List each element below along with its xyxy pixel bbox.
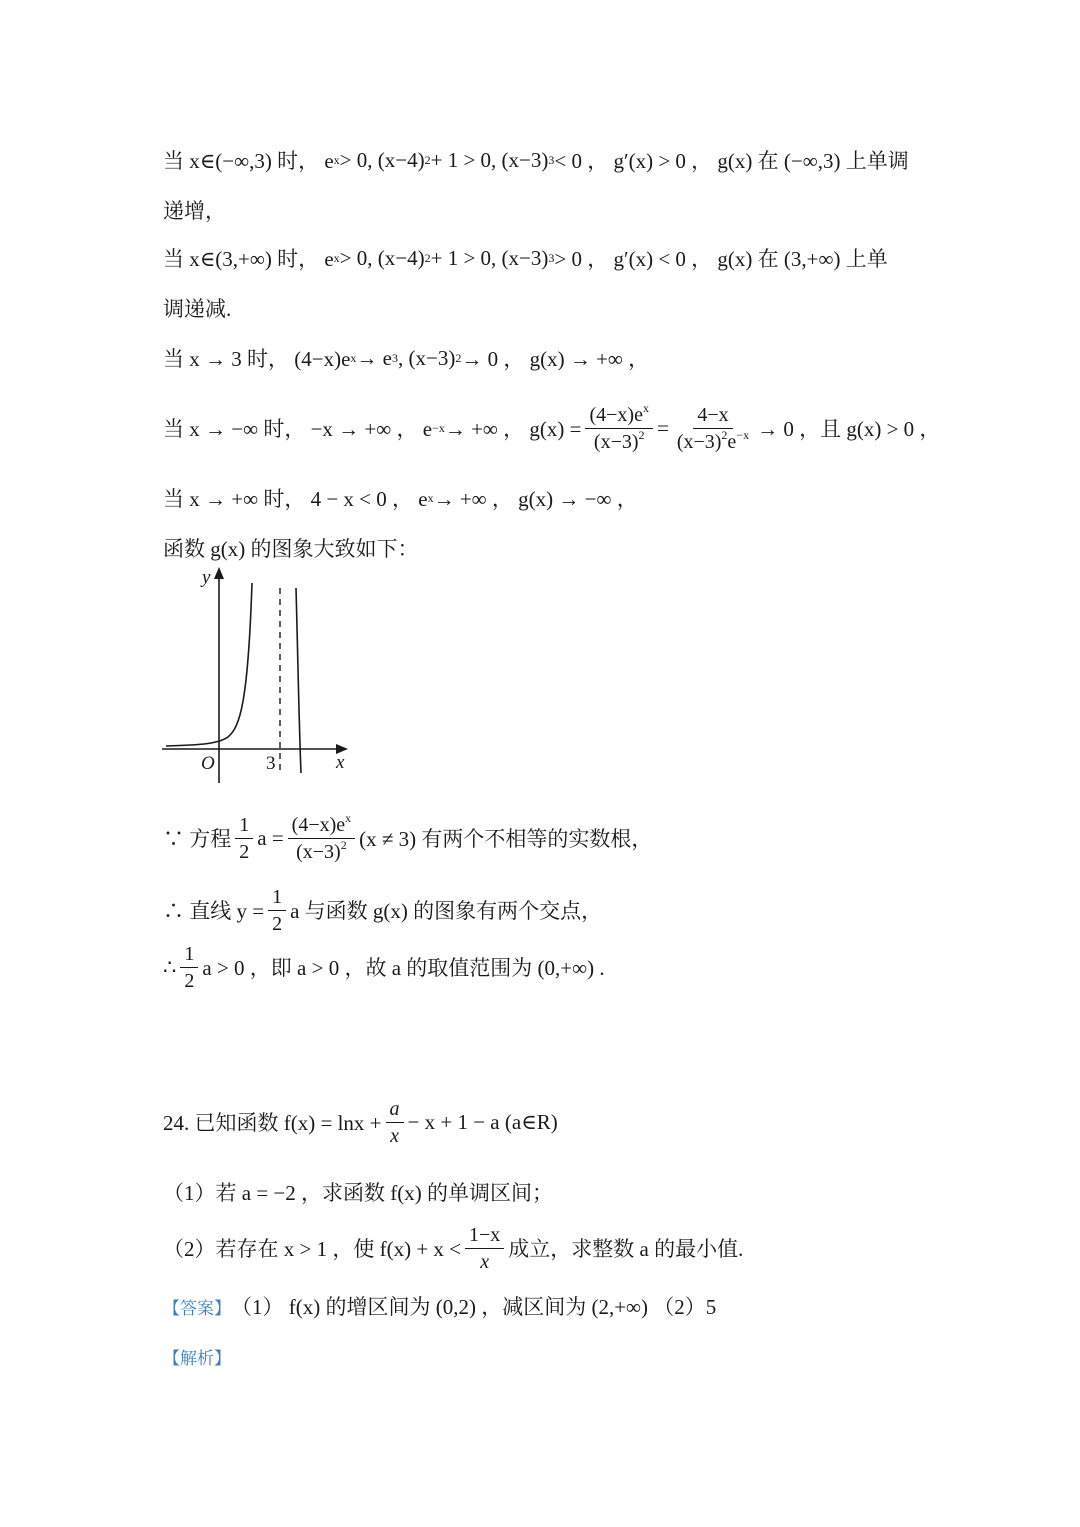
line-2: 递增，	[163, 199, 226, 223]
y-axis-label: y	[202, 567, 211, 588]
line-5: 当 x → 3 时， (4−x)e x → e 3 , (x−3) 2 → 0 ， g(x) → +∞ ，	[163, 345, 650, 371]
fraction-q2: $\frac{1-x}{x}$	[465, 1223, 504, 1274]
line-1: 当 x∈(−∞,3) 时， e x > 0, (x−4) 2 + 1 > 0, (x−3) 3 < 0 ， g′(x) > 0 ， g(x) 在 (−∞,3) 上单调	[163, 147, 909, 173]
curve-right-branch	[296, 588, 301, 773]
y-axis-arrow	[214, 567, 224, 579]
x-axis-label: x	[336, 752, 345, 773]
fraction-g1-repeat: $\frac{(4-x)e^x}{(x-3)^2}$	[288, 813, 355, 864]
fraction-g1: $\frac{(4-x)e^x}{(x-3)^2}$	[585, 403, 652, 454]
answer-tag: 【答案】	[163, 1298, 231, 1319]
origin-label: O	[201, 753, 215, 774]
line-4: 调递减.	[163, 297, 232, 321]
fraction-half: $\frac{1}{2}$	[180, 942, 198, 993]
line-8: 函数 g(x) 的图象大致如下：	[163, 537, 419, 561]
line-7: 当 x → +∞ 时， 4 − x < 0 ， e x → +∞ ， g(x) → −∞ ，	[163, 487, 638, 511]
question-24: 24. 已知函数 f(x) = lnx + $\frac{a}{x}$ − x + 1 − a (a∈R)	[163, 1097, 558, 1147]
line-11: ∴ $\frac{1}{2}$ a > 0 ，即 a > 0 ，故 a 的取值范围为 (0,+∞) .	[163, 942, 605, 992]
analysis-line	[163, 1326, 231, 1386]
curve-left-branch	[166, 583, 252, 746]
answer-line: 【答案】 （1） f(x) 的增区间为 (0,2) ，减区间为 (2,+∞) （2）5	[163, 1295, 717, 1319]
fraction-a-over-x: $\frac{a}{x}$	[386, 1097, 404, 1148]
fraction-g2: $\frac{4-x}{(x-3)^2e^{-x}}$	[676, 403, 750, 453]
fraction-half: $\frac{1}{2}$	[268, 885, 286, 936]
line-6: 当 x → −∞ 时， −x → +∞ ， e −x → +∞ ， g(x) = $\frac{(4-x)e^x}{(x-3)^2}$ = $\frac{4-x}{(x-3)^2e^{-x}}$ → 0 ，且 g(x) > 0 ，	[163, 400, 941, 453]
analysis-tag: 【解析】	[163, 1348, 231, 1369]
function-graph	[160, 563, 360, 793]
sub-question-1: （1）若 a = −2 ，求函数 f(x) 的单调区间；	[163, 1181, 553, 1205]
sub-question-2: （2）若存在 x > 1 ，使 f(x) + x < $\frac{1-x}{x}$ 成立，求整数 a 的最小值.	[163, 1223, 744, 1273]
tick-label-3: 3	[266, 753, 276, 774]
line-3: 当 x∈(3,+∞) 时， e x > 0, (x−4) 2 + 1 > 0, (x−3) 3 > 0 ， g′(x) < 0 ， g(x) 在 (3,+∞) 上单	[163, 245, 888, 271]
fraction-half: $\frac{1}{2}$	[235, 813, 253, 864]
line-10: ∴ 直线 y = $\frac{1}{2}$ a 与函数 g(x) 的图象有两个交点，	[163, 885, 603, 935]
line-9: ∵ 方程 $\frac{1}{2}$ a = $\frac{(4-x)e^x}{(x-3)^2}$ (x ≠ 3) 有两个不相等的实数根，	[163, 810, 653, 863]
